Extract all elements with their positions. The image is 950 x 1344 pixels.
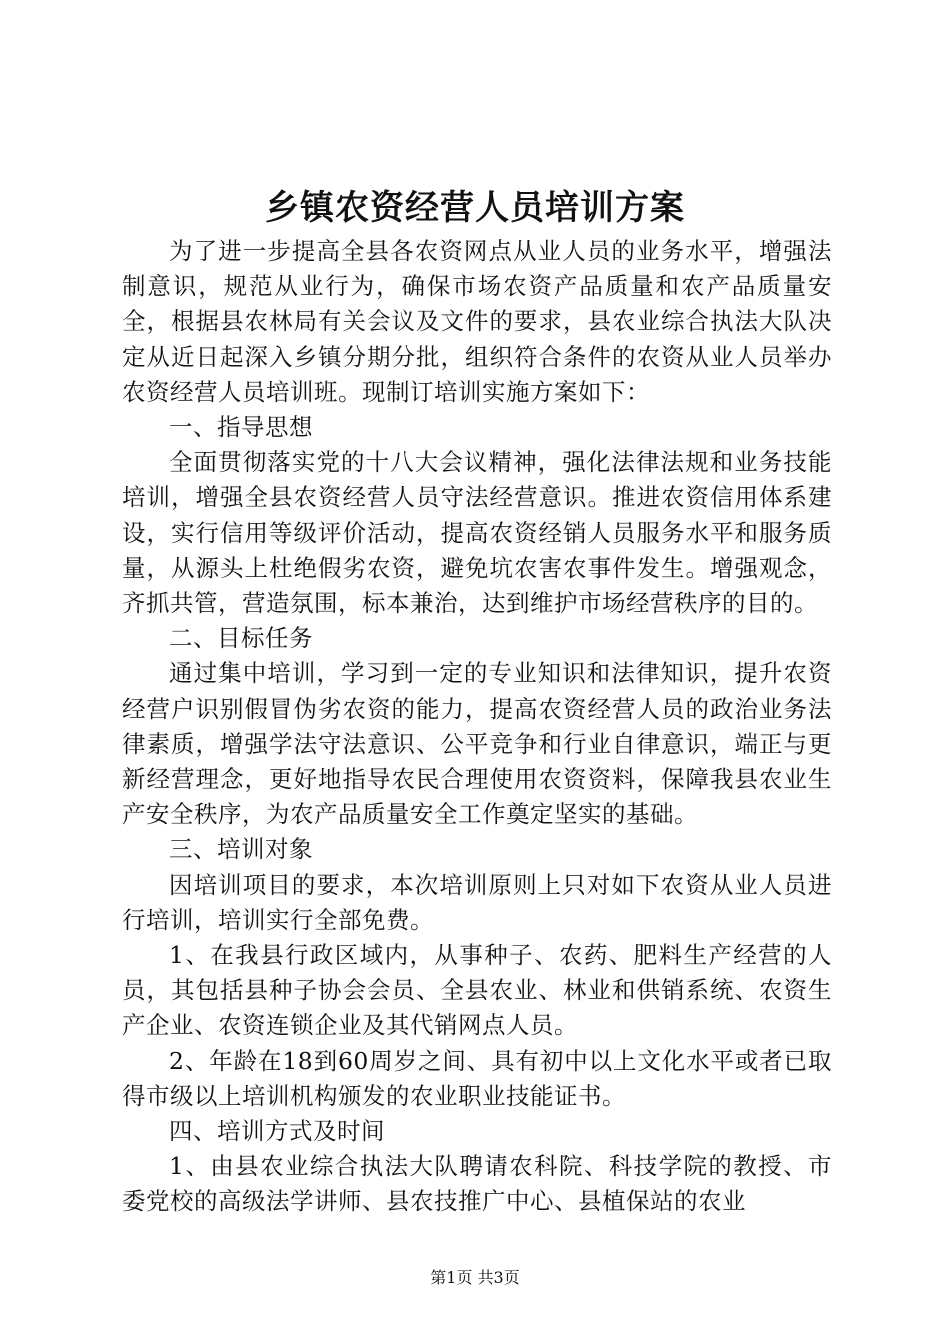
intro-paragraph: 为了进一步提高全县各农资网点从业人员的业务水平，增强法制意识，规范从业行为，确保市场农资产品质量和农产品质量安全，根据县农林局有关会议及文件的要求，县农业综合执法大队决定从近日起深入乡镇分期分批，组织符合条件的农资从业人员举办农资经营人员培训班。现制订培训实施方案如下： [122, 237, 832, 406]
section-heading-method-and-time: 四、培训方式及时间 [169, 1117, 385, 1146]
section-heading-trainees: 三、培训对象 [169, 835, 313, 864]
section-paragraph: 1、由县农业综合执法大队聘请农科院、科技学院的教授、市委党校的高级法学讲师、县农技推广中心、县植保站的农业 [122, 1152, 832, 1216]
page-footer: 第1页 共3页 [430, 1268, 520, 1287]
section-paragraph: 全面贯彻落实党的十八大会议精神，强化法律法规和业务技能培训，增强全县农资经营人员守法经营意识。推进农资信用体系建设，实行信用等级评价活动，提高农资经销人员服务水平和服务质量，从源头上杜绝假劣农资，避免坑农害农事件发生。增强观念，齐抓共管，营造氛围，标本兼治，达到维护市场经营秩序的目的。 [122, 448, 832, 618]
section-paragraph: 2、年龄在18到60周岁之间、具有初中以上文化水平或者已取得市级以上培训机构颁发的农业职业技能证书。 [122, 1046, 832, 1110]
section-heading-guiding-ideology: 一、指导思想 [169, 413, 313, 442]
section-paragraph: 通过集中培训，学习到一定的专业知识和法律知识，提升农资经营户识别假冒伪劣农资的能力，提高农资经营人员的政治业务法律素质，增强学法守法意识、公平竞争和行业自律意识，端正与更新经营理念，更好地指导农民合理使用农资资料，保障我县农业生产安全秩序，为农产品质量安全工作奠定坚实的基础。 [122, 659, 832, 829]
document-title: 乡镇农资经营人员培训方案 [265, 188, 685, 228]
section-heading-goals: 二、目标任务 [169, 624, 313, 653]
section-paragraph: 因培训项目的要求，本次培训原则上只对如下农资从业人员进行培训，培训实行全部免费。 [122, 870, 832, 934]
document-body [122, 234, 832, 1220]
section-paragraph: 1、在我县行政区域内，从事种子、农药、肥料生产经营的人员，其包括县种子协会会员、全县农业、林业和供销系统、农资生产企业、农资连锁企业及其代销网点人员。 [122, 941, 832, 1040]
